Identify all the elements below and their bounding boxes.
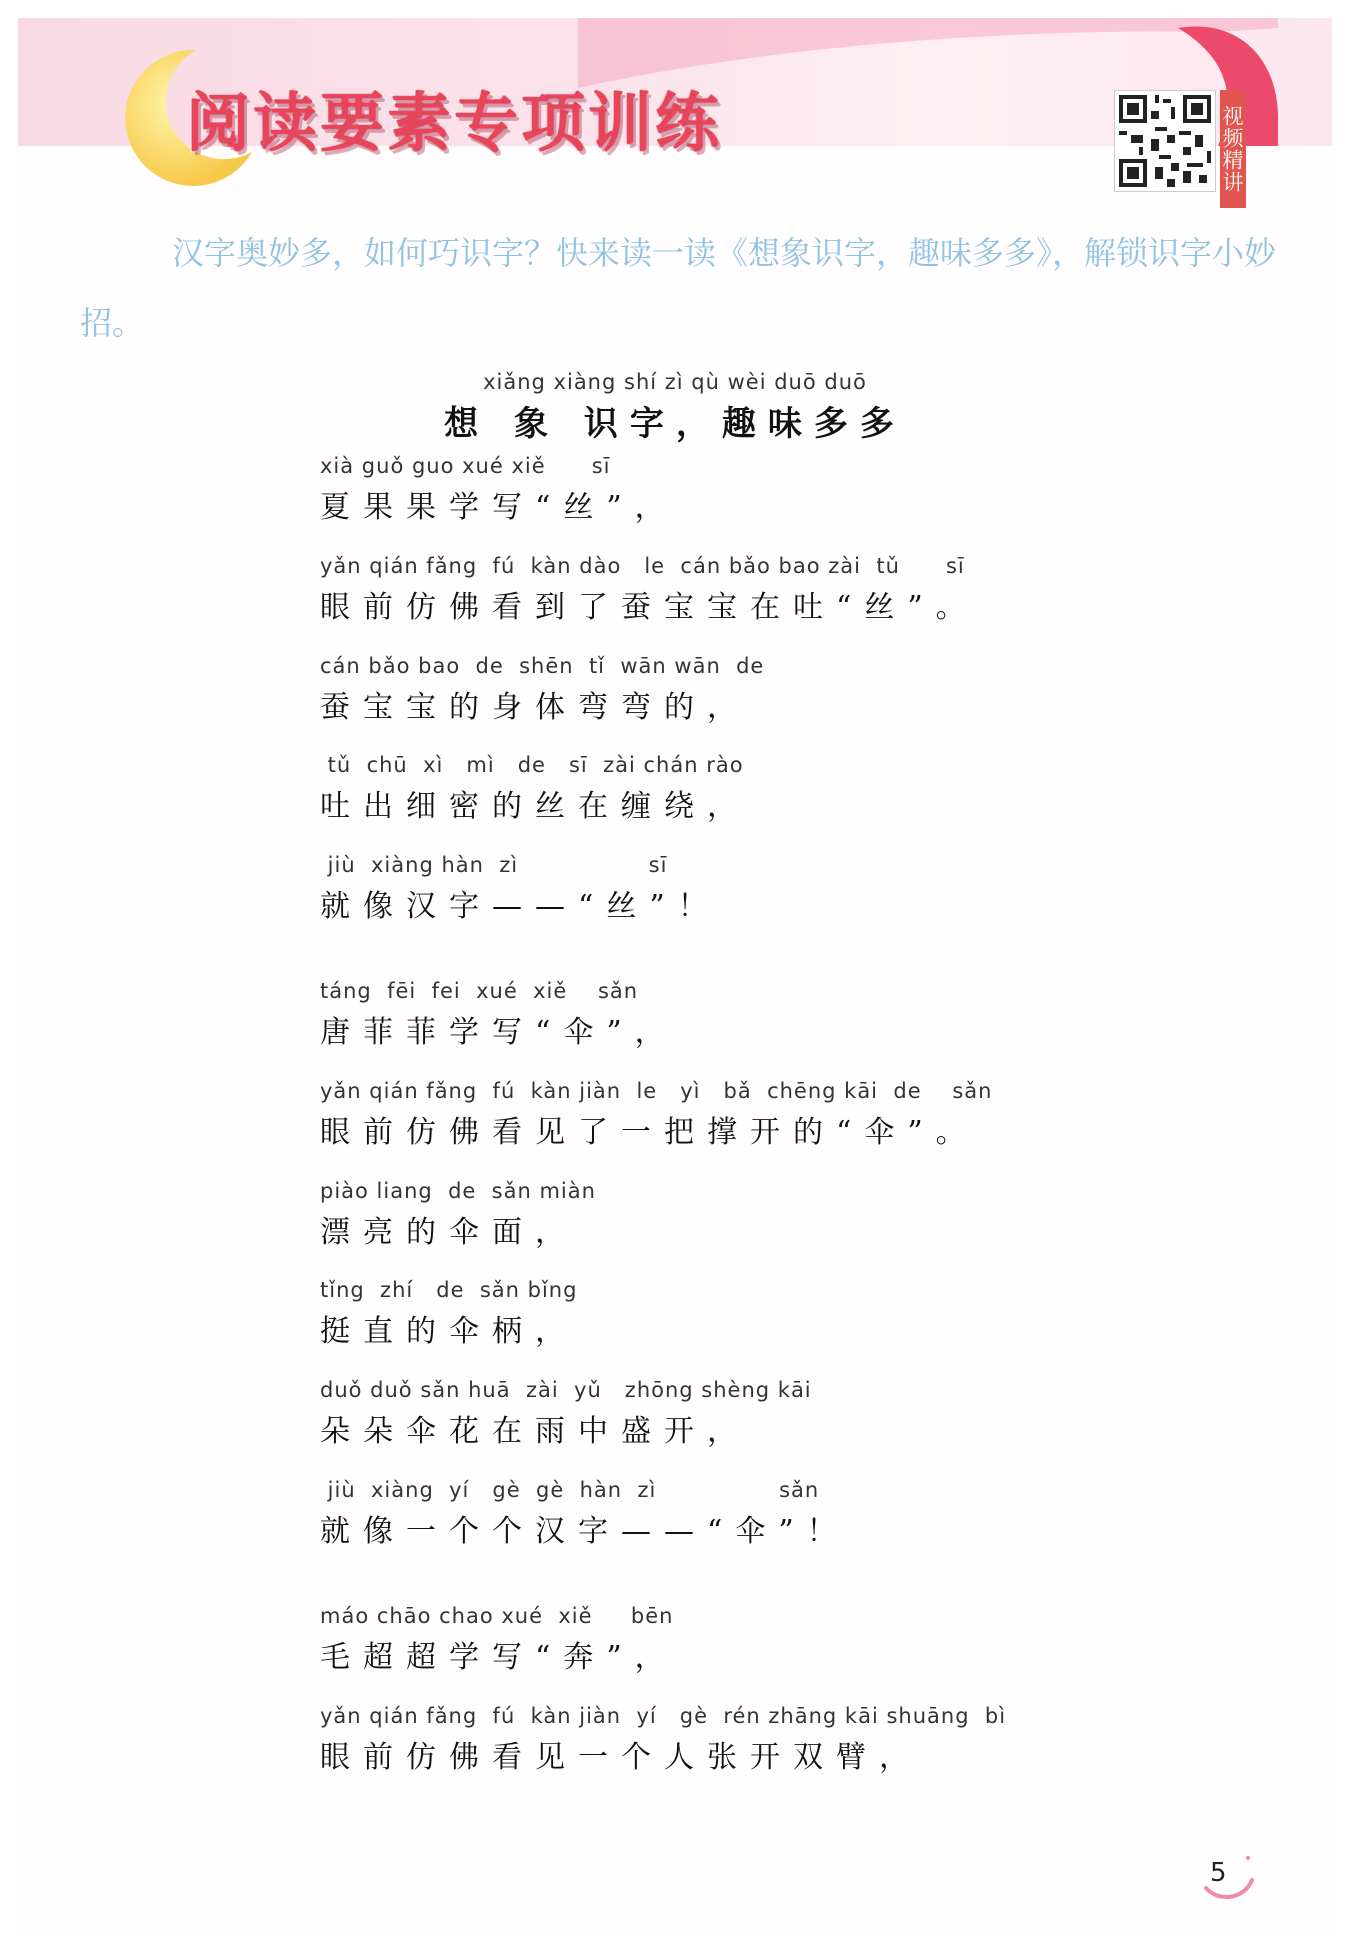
poem-line <box>320 654 764 726</box>
poem-line-pinyin: cán bǎo bao de shēn tǐ wān wān de <box>320 654 765 678</box>
poem-line-pinyin: tǐng zhí de sǎn bǐng <box>320 1278 578 1302</box>
poem-line-text: 毛超超学写“奔”， <box>320 1640 678 1675</box>
poem-line-text: 挺直的伞柄， <box>320 1314 578 1349</box>
qr-code-icon[interactable] <box>1114 90 1216 192</box>
poem-line-text: 眼前仿佛看见了一把撑开的“伞”。 <box>320 1115 979 1150</box>
poem-line-text: 漂亮的伞面， <box>320 1215 578 1250</box>
page <box>18 18 1332 1938</box>
poem-line-text: 就像汉字——“丝”！ <box>320 889 721 924</box>
poem-line-pinyin: yǎn qián fǎng fú kàn jiàn le yì bǎ chēng kāi de sǎn <box>320 1079 993 1103</box>
intro-paragraph: 汉字奥妙多，如何巧识字？快来读一读《想象识字，趣味多多》，解锁识字小妙招。 <box>80 234 1277 342</box>
poem-line <box>320 979 678 1051</box>
section-title: 阅读要素专项训练 <box>186 87 722 161</box>
poem-line-pinyin: máo chāo chao xué xiě bēn <box>320 1604 674 1628</box>
poem-line-pinyin: jiù xiàng yí gè gè hàn zì sǎn <box>320 1478 820 1502</box>
crescent-decoration-icon <box>830 106 920 154</box>
poem-line <box>320 753 750 825</box>
page-number: 5 <box>1210 1858 1227 1888</box>
poem-line <box>320 1478 850 1550</box>
poem-line-text: 眼前仿佛看见一个人张开双臂， <box>320 1740 922 1775</box>
page-number-decoration-icon <box>1198 1844 1258 1904</box>
poem-line-text: 唐菲菲学写“伞”， <box>320 1015 678 1050</box>
poem-line-pinyin: táng fēi fei xué xiě sǎn <box>320 979 639 1003</box>
poem-line-text: 夏果果学写“丝”， <box>320 490 678 525</box>
poem-line-pinyin: yǎn qián fǎng fú kàn jiàn yí gè rén zhāng kāi shuāng bì <box>320 1704 1007 1728</box>
poem-line <box>320 1378 812 1450</box>
poem-line-text: 眼前仿佛看到了蚕宝宝在吐“丝”。 <box>320 590 979 625</box>
poem-line-pinyin: duǒ duǒ sǎn huā zài yǔ zhōng shèng kāi <box>320 1378 812 1402</box>
poem-title: 想 象 识字，趣味多多 <box>444 404 906 444</box>
poem-line <box>320 853 721 925</box>
poem-line <box>320 1079 992 1151</box>
poem-line-text: 吐出细密的丝在缠绕， <box>320 789 750 824</box>
poem-line <box>320 454 678 526</box>
poem-line-pinyin: yǎn qián fǎng fú kàn dào le cán bǎo bao zài tǔ sī <box>320 554 965 578</box>
poem-line-pinyin: piào liang de sǎn miàn <box>320 1179 596 1203</box>
poem-line-text: 蚕宝宝的身体弯弯的， <box>320 690 750 725</box>
poem-line <box>320 1604 678 1676</box>
poem-line-pinyin: jiù xiàng hàn zì sī <box>320 853 668 877</box>
poem-line-pinyin: xià guǒ guo xué xiě sī <box>320 454 611 478</box>
poem-line-text: 就像一个个汉字——“伞”！ <box>320 1514 850 1549</box>
poem-line-pinyin: tǔ chū xì mì de sī zài chán rào <box>320 753 744 777</box>
poem-title-pinyin: xiǎng xiàng shí zì qù wèi duō duō <box>483 370 867 394</box>
poem-line <box>320 1278 578 1350</box>
poem-line <box>320 554 979 626</box>
poem-line <box>320 1704 1006 1776</box>
video-explanation-label[interactable]: 视频精讲 <box>1220 90 1246 208</box>
poem-line <box>320 1179 596 1251</box>
poem-line-text: 朵朵伞花在雨中盛开， <box>320 1414 750 1449</box>
